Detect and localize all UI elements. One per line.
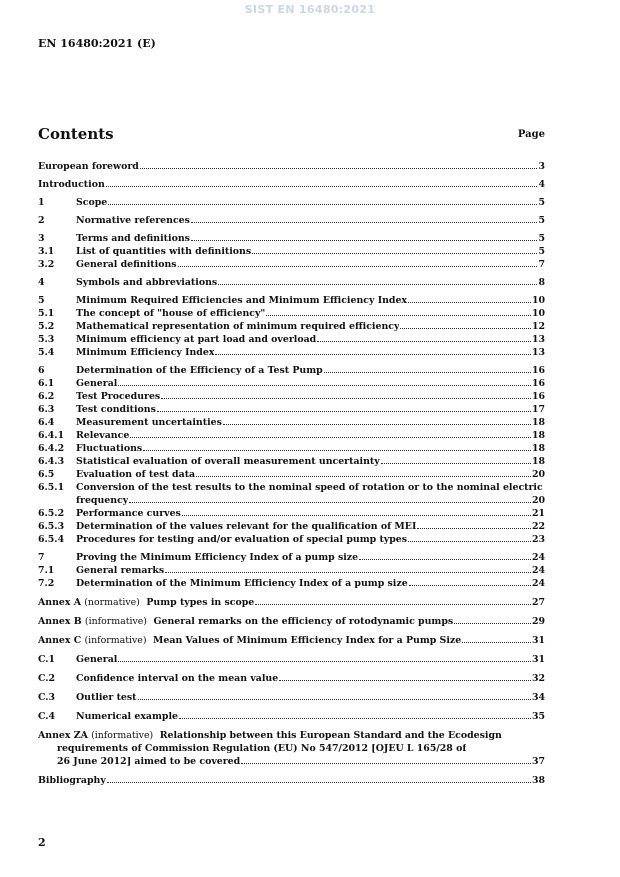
toc-title: List of quantities with definitions (76, 246, 252, 257)
toc-page: 18 (531, 443, 545, 454)
toc-title: Determination of the Minimum Efficiency Index of a pump size (76, 578, 408, 589)
page-column-label: Page (517, 129, 545, 140)
toc-number: 7.1 (38, 565, 55, 576)
toc-number: 2 (38, 215, 45, 226)
dot-leader (140, 168, 538, 169)
toc-page: 38 (531, 775, 545, 786)
toc-entry-c-3[interactable] (38, 691, 545, 704)
toc-number: 5.1 (38, 308, 55, 319)
dot-leader (215, 354, 531, 355)
document-id: EN 16480:2021 (E) (38, 37, 156, 50)
dot-leader (118, 385, 531, 386)
toc-number: 6.4.3 (38, 456, 65, 467)
toc-title (38, 615, 453, 628)
toc-title: Measurement uncertainties (76, 417, 222, 428)
annex-label: Annex A (38, 597, 81, 608)
toc-entry-c-2[interactable] (38, 672, 545, 685)
toc-title: Procedures for testing and/or evaluation of special pump types (76, 534, 408, 545)
dot-leader (408, 302, 531, 303)
dot-leader (138, 699, 531, 700)
dot-leader (191, 240, 538, 241)
dot-leader (179, 718, 531, 719)
toc-entry-bibliography[interactable] (38, 774, 545, 787)
toc-title: Minimum Required Efficiencies and Minimum Efficiency Index (76, 295, 408, 306)
toc-page: 27 (531, 597, 545, 608)
annex-title: General remarks on the efficiency of rotodynamic pumps (153, 616, 454, 627)
dot-leader (191, 222, 538, 223)
dot-leader (359, 559, 531, 560)
toc-entry-3[interactable] (38, 232, 545, 245)
toc-page: 37 (531, 756, 545, 767)
toc-page: 5 (538, 197, 545, 208)
toc-number: 6.4.2 (38, 443, 65, 454)
dot-leader (408, 541, 531, 542)
toc-title: Minimum efficiency at part load and overload (76, 334, 317, 345)
toc-entry-6-5[interactable] (38, 468, 545, 481)
toc-entry-2[interactable] (38, 214, 545, 227)
toc-entry-c-4[interactable] (38, 710, 545, 723)
toc-number: 6.5 (38, 469, 55, 480)
annex-label: Annex B (38, 616, 82, 627)
toc-number: C.4 (38, 711, 56, 722)
toc-page: 5 (538, 233, 545, 244)
toc-title: Mathematical representation of minimum required efficiency (76, 321, 400, 332)
toc-number: C.2 (38, 673, 56, 684)
watermark: SIST EN 16480:2021 (244, 3, 376, 16)
toc-number: 5.3 (38, 334, 55, 345)
toc-page: 18 (531, 456, 545, 467)
toc-page: 34 (531, 692, 545, 703)
toc-title: Outlier test (76, 692, 137, 703)
toc-entry-5[interactable] (38, 294, 545, 307)
toc-title: Determination of the values relevant for the qualification of MEI (76, 521, 417, 532)
toc-title: European foreword (38, 161, 139, 172)
toc-number: 6.5.2 (38, 508, 65, 519)
toc-number: 6.5.4 (38, 534, 65, 545)
toc-entry-6-1[interactable] (38, 377, 545, 390)
dot-leader (400, 328, 531, 329)
toc-page: 10 (531, 295, 545, 306)
toc-number: 5.4 (38, 347, 55, 358)
dot-leader (161, 398, 531, 399)
toc-page: 18 (531, 417, 545, 428)
toc-title: Symbols and abbreviations (76, 277, 218, 288)
annex-title: Pump types in scope (146, 597, 255, 608)
toc-page: 13 (531, 347, 545, 358)
dot-leader (417, 528, 531, 529)
toc-entry-7-1[interactable] (38, 564, 545, 577)
dot-leader (178, 266, 538, 267)
toc-title: Fluctuations (76, 443, 143, 454)
toc-entry-annex-za-cont1[interactable] (38, 742, 545, 755)
dot-leader (454, 623, 531, 624)
dot-leader (182, 515, 531, 516)
toc-title: Minimum Efficiency Index (76, 347, 215, 358)
toc-entry-annex-c[interactable] (38, 634, 545, 647)
toc-page: 17 (531, 404, 545, 415)
toc-number: C.1 (38, 654, 56, 665)
dot-leader (409, 585, 531, 586)
page-number: 2 (38, 836, 46, 849)
toc-page: 5 (538, 246, 545, 257)
toc-entry-6-5-2[interactable] (38, 507, 545, 520)
toc-page: 10 (531, 308, 545, 319)
toc-page: 7 (538, 259, 545, 270)
toc-entry-5-2[interactable] (38, 320, 545, 333)
dot-leader (241, 763, 531, 764)
toc-entry-6-2[interactable] (38, 390, 545, 403)
toc-title: General (76, 654, 118, 665)
dot-leader (223, 424, 531, 425)
annex-type: (informative) (84, 635, 147, 646)
toc-page: 22 (531, 521, 545, 532)
toc-number: 6 (38, 365, 45, 376)
dot-leader (157, 411, 531, 412)
dot-leader (218, 284, 537, 285)
toc-entry-annex-b[interactable] (38, 615, 545, 628)
toc-entry-6-4-2[interactable] (38, 442, 545, 455)
toc-number: 6.4 (38, 417, 55, 428)
toc-page: 31 (531, 654, 545, 665)
toc-entry-6-4-1[interactable] (38, 429, 545, 442)
toc-page: 32 (531, 673, 545, 684)
dot-leader (108, 204, 537, 205)
dot-leader (106, 186, 538, 187)
toc-page: 24 (531, 552, 545, 563)
toc-title: Proving the Minimum Efficiency Index of a pump size (76, 552, 359, 563)
dot-leader (107, 782, 531, 783)
toc-title: Performance curves (76, 508, 181, 519)
toc-number: 6.2 (38, 391, 55, 402)
dot-leader (266, 315, 531, 316)
toc-title: Evaluation of test data (76, 469, 196, 480)
toc-entry-annex-za[interactable] (38, 729, 545, 742)
toc-number: 5 (38, 295, 45, 306)
dot-leader (317, 341, 531, 342)
toc-number: 6.3 (38, 404, 55, 415)
toc-title: Relevance (76, 430, 130, 441)
toc-title: The concept of "house of efficiency" (76, 308, 266, 319)
toc-title (38, 729, 502, 742)
toc-number: 6.5.1 (38, 482, 65, 493)
toc-entry-6-4-3[interactable] (38, 455, 545, 468)
toc-page: 4 (538, 179, 545, 190)
toc-title: frequency (76, 495, 129, 506)
toc-page: 8 (538, 277, 545, 288)
toc-entry-3-1[interactable] (38, 245, 545, 258)
annex-title-line2: requirements of Commission Regulation (EU) No 547/2012 [OJEU L 165/28 of (57, 743, 467, 754)
toc-entry-5-4[interactable] (38, 346, 545, 359)
toc-page: 3 (538, 161, 545, 172)
toc-page: 12 (531, 321, 545, 332)
toc-title: Scope (76, 197, 108, 208)
toc-number: 4 (38, 277, 45, 288)
toc-page: 20 (531, 495, 545, 506)
toc-page: 13 (531, 334, 545, 345)
toc-entry-5-3[interactable] (38, 333, 545, 346)
annex-label: Annex ZA (38, 730, 88, 741)
dot-leader (255, 604, 531, 605)
toc-number: 7 (38, 552, 45, 563)
dot-leader (279, 680, 531, 681)
annex-title-line3: 26 June 2012] aimed to be covered (57, 756, 241, 767)
dot-leader (118, 661, 531, 662)
toc-entry-6-5-1[interactable] (38, 481, 545, 494)
toc-title (38, 596, 254, 609)
dot-leader (462, 642, 531, 643)
toc-number: 7.2 (38, 578, 55, 589)
toc-number: 3 (38, 233, 45, 244)
toc-entry-annex-a[interactable] (38, 596, 545, 609)
toc-title: Test Procedures (76, 391, 161, 402)
dot-leader (196, 476, 531, 477)
toc-entry-7[interactable] (38, 551, 545, 564)
toc-entry-5-1[interactable] (38, 307, 545, 320)
toc-entry-annex-za-cont2[interactable] (38, 755, 545, 768)
annex-label: Annex C (38, 635, 82, 646)
toc-entry-introduction[interactable] (38, 178, 545, 191)
toc-number: 3.1 (38, 246, 55, 257)
dot-leader (252, 253, 537, 254)
toc-number: 6.4.1 (38, 430, 65, 441)
table-of-contents (38, 160, 545, 787)
toc-entry-6-4[interactable] (38, 416, 545, 429)
toc-number: C.3 (38, 692, 56, 703)
toc-title: Statistical evaluation of overall measurement uncertainty (76, 456, 380, 467)
toc-number: 1 (38, 197, 45, 208)
toc-entry-foreword[interactable] (38, 160, 545, 173)
toc-page: 31 (531, 635, 545, 646)
toc-entry-6-3[interactable] (38, 403, 545, 416)
toc-title: Normative references (76, 215, 190, 226)
annex-title-line1: Relationship between this European Standard and the Ecodesign (159, 730, 502, 741)
toc-title (38, 634, 461, 647)
toc-entry-6-5-3[interactable] (38, 520, 545, 533)
annex-type: (informative) (84, 616, 147, 627)
toc-title: Introduction (38, 179, 105, 190)
toc-page: 24 (531, 565, 545, 576)
toc-page: 16 (531, 365, 545, 376)
toc-entry-7-2[interactable] (38, 577, 545, 590)
toc-page: 24 (531, 578, 545, 589)
toc-title: General (76, 378, 118, 389)
toc-page: 29 (531, 616, 545, 627)
toc-title: Conversion of the test results to the nominal speed of rotation or to the nominal electric (76, 482, 543, 493)
dot-leader (129, 502, 531, 503)
toc-number: 6.5.3 (38, 521, 65, 532)
toc-entry-c-1[interactable] (38, 653, 545, 666)
toc-title: Bibliography (38, 775, 106, 786)
toc-title: Test conditions (76, 404, 156, 415)
toc-title: Determination of the Efficiency of a Test Pump (76, 365, 323, 376)
toc-number: 5.2 (38, 321, 55, 332)
dot-leader (165, 572, 531, 573)
annex-title: Mean Values of Minimum Efficiency Index for a Pump Size (153, 635, 462, 646)
toc-title: Terms and definitions (76, 233, 190, 244)
toc-page: 20 (531, 469, 545, 480)
toc-number: 6.1 (38, 378, 55, 389)
dot-leader (130, 437, 531, 438)
toc-page: 5 (538, 215, 545, 226)
toc-title: Numerical example (76, 711, 179, 722)
toc-entry-6-5-4[interactable] (38, 533, 545, 546)
toc-entry-3-2[interactable] (38, 258, 545, 271)
annex-type: (informative) (91, 730, 154, 741)
toc-page: 18 (531, 430, 545, 441)
toc-page: 16 (531, 391, 545, 402)
contents-title: Contents (38, 125, 114, 143)
toc-title: General remarks (76, 565, 165, 576)
toc-page: 35 (531, 711, 545, 722)
toc-entry-4[interactable] (38, 276, 545, 289)
toc-entry-6-5-1-cont[interactable] (38, 494, 545, 507)
toc-page: 21 (531, 508, 545, 519)
toc-number: 3.2 (38, 259, 55, 270)
toc-title: General definitions (76, 259, 177, 270)
toc-title: Confidence interval on the mean value (76, 673, 279, 684)
dot-leader (324, 372, 531, 373)
toc-entry-6[interactable] (38, 364, 545, 377)
dot-leader (143, 450, 531, 451)
toc-page: 16 (531, 378, 545, 389)
toc-entry-1[interactable] (38, 196, 545, 209)
dot-leader (381, 463, 531, 464)
annex-type: (normative) (84, 597, 140, 608)
toc-page: 23 (531, 534, 545, 545)
